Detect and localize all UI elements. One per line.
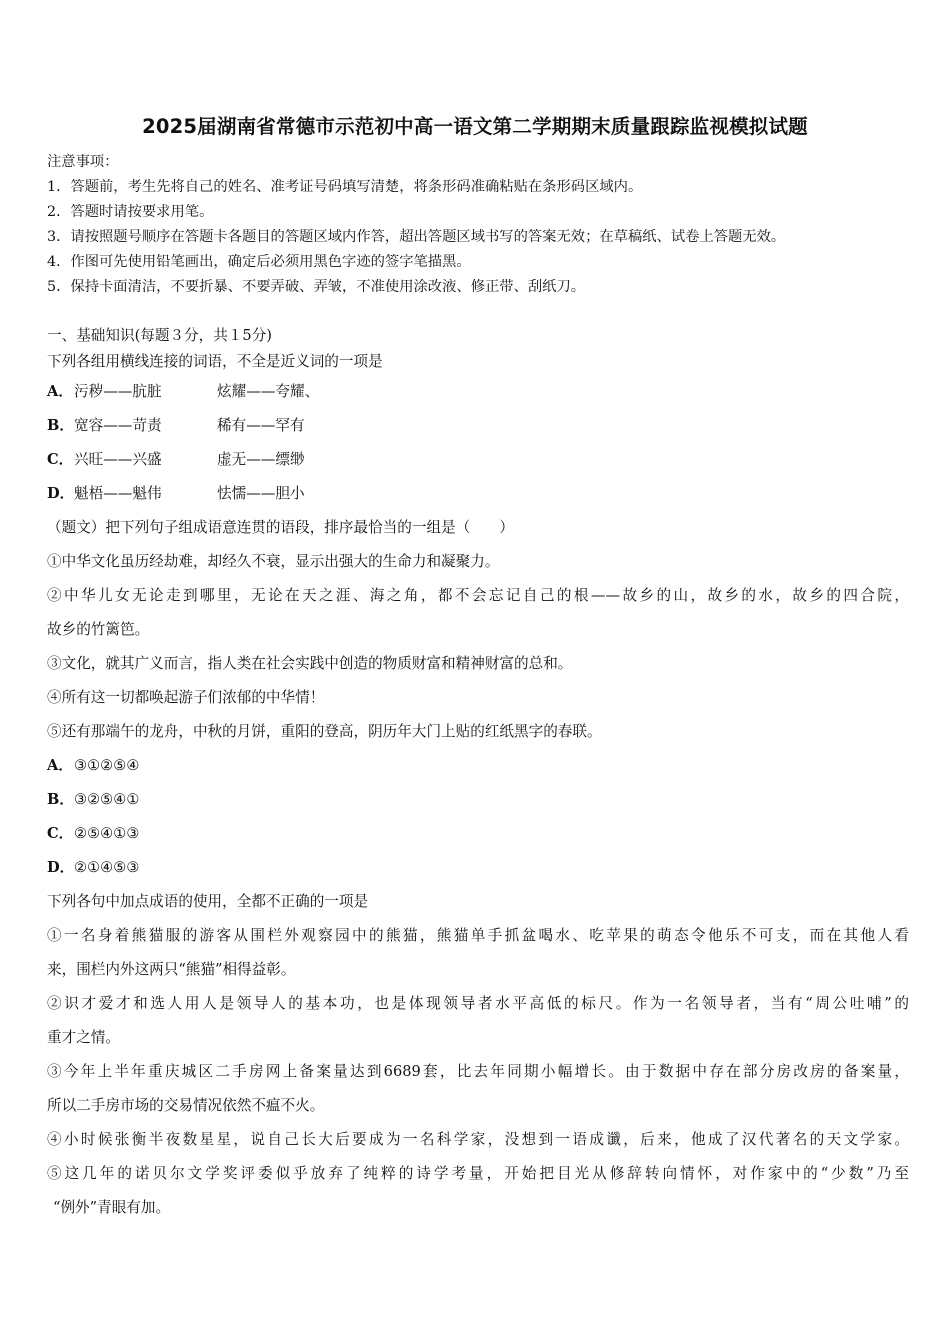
- option-pair-1: 污秽——肮脏: [74, 383, 162, 400]
- notice-item: 4．作图可先使用铅笔画出，确定后必须用黑色字迹的签字笔描黑。: [47, 254, 471, 270]
- notice-item: 3．请按照题号顺序在答题卡各题目的答题区域内作答，超出答题区域书写的答案无效；在草稿纸、试卷上答题无效。: [47, 229, 786, 245]
- option-label: B．: [47, 417, 74, 434]
- option-pair-2: 怯懦——胆小: [217, 485, 305, 502]
- sentence-5: ⑤还有那端午的龙舟，中秋的月饼，重阳的登高，阴历年大门上贴的红纸黑字的春联。: [47, 723, 602, 740]
- question-1-option-a: [47, 375, 909, 409]
- sentence-4: ④小时候张衡半夜数星星，说自己长大后要成为一名科学家，没想到一语成谶，后来，他成了汉代著名的天文学家。: [47, 1131, 909, 1148]
- sentence-3-continued: 所以二手房市场的交易情况依然不瘟不火。: [47, 1097, 325, 1114]
- question-3-stem: 下列各句中加点成语的使用，全都不正确的一项是: [47, 893, 369, 910]
- page-title: 2025届湖南省常德市示范初中高一语文第二学期期末质量跟踪监视模拟试题: [142, 115, 808, 138]
- notice-heading: 注意事项：: [47, 154, 119, 170]
- option-label: C．: [47, 451, 74, 468]
- option-pair-1: 兴旺——兴盛: [74, 451, 162, 468]
- option-label: C．: [47, 825, 74, 842]
- option-pair-2: 稀有——罕有: [217, 417, 305, 434]
- option-text: ②①④⑤③: [74, 859, 140, 876]
- sentence-3: ③今年上半年重庆城区二手房网上备案量达到6689套，比去年同期小幅增长。由于数据中存在部分房改房的备案量，: [47, 1063, 909, 1080]
- notice-item: 1．答题前，考生先将自己的姓名、准考证号码填写清楚，将条形码准确粘贴在条形码区域内。: [47, 179, 643, 195]
- sentence-1: ①一名身着熊猫服的游客从围栏外观察园中的熊猫，熊猫单手抓盆喝水、吃苹果的萌态令他乐不可支，而在其他人看: [47, 927, 909, 944]
- question-1-option-b: [47, 409, 909, 443]
- option-text: ③②⑤④①: [74, 791, 140, 808]
- sentence-3: ③文化，就其广义而言，指人类在社会实践中创造的物质财富和精神财富的总和。: [47, 655, 573, 672]
- option-label: A．: [47, 757, 73, 774]
- sentence-1: ①中华文化虽历经劫难，却经久不衰，显示出强大的生命力和凝聚力。: [47, 553, 500, 570]
- option-pair-1: 魁梧——魁伟: [74, 485, 162, 502]
- section-basic-knowledge: [47, 323, 909, 1225]
- question-1-option-c: [47, 443, 909, 477]
- sentence-2: ②识才爱才和选人用人是领导人的基本功，也是体现领导者水平高低的标尺。作为一名领导者，当有“周公吐哺”的: [47, 995, 909, 1012]
- notice-item: 5．保持卡面清洁，不要折暴、不要弄破、弄皱，不准使用涂改液、修正带、刮纸刀。: [47, 279, 586, 295]
- option-label: B．: [47, 791, 74, 808]
- option-pair-2: 炫耀——夸耀、: [217, 383, 320, 400]
- sentence-1-continued: 来，围栏内外这两只“熊猫”相得益彰。: [47, 961, 296, 978]
- option-pair-1: 宽容——苛责: [74, 417, 162, 434]
- sentence-5: ⑤这几年的诺贝尔文学奖评委似乎放弃了纯粹的诗学考量，开始把目光从修辞转向情怀，对作家中的“少数”乃至: [47, 1165, 909, 1182]
- notice-block: [47, 150, 917, 300]
- option-text: ②⑤④①③: [74, 825, 140, 842]
- question-2-option-b: [47, 783, 909, 817]
- question-2-option-d: [47, 851, 909, 885]
- sentence-2-continued: 重才之情。: [47, 1029, 120, 1046]
- question-2-option-a: [47, 749, 909, 783]
- question-2-stem: （题文）把下列句子组成语意连贯的语段，排序最恰当的一组是（ ）: [47, 519, 515, 536]
- option-label: D．: [47, 485, 75, 502]
- notice-item: 2．答题时请按要求用笔。: [47, 204, 214, 220]
- sentence-2-continued: 故乡的竹篱笆。: [47, 621, 150, 638]
- option-text: ③①②⑤④: [74, 757, 140, 774]
- sentence-4: ④所有这一切都唤起游子们浓郁的中华情！: [47, 689, 325, 706]
- option-label: D．: [47, 859, 75, 876]
- sentence-5-continued: “例外”青眼有加。: [53, 1199, 171, 1216]
- option-pair-2: 虚无——缥缈: [217, 451, 305, 468]
- section-heading: 一、基础知识(每题３分，共１5分): [47, 327, 272, 344]
- option-label: A．: [47, 383, 73, 400]
- question-1-option-d: [47, 477, 909, 511]
- sentence-2: ②中华儿女无论走到哪里，无论在天之涯、海之角，都不会忘记自己的根——故乡的山，故乡的水，故乡的四合院，: [47, 587, 909, 604]
- question-2-option-c: [47, 817, 909, 851]
- question-1-stem: 下列各组用横线连接的词语，不全是近义词的一项是: [47, 353, 383, 370]
